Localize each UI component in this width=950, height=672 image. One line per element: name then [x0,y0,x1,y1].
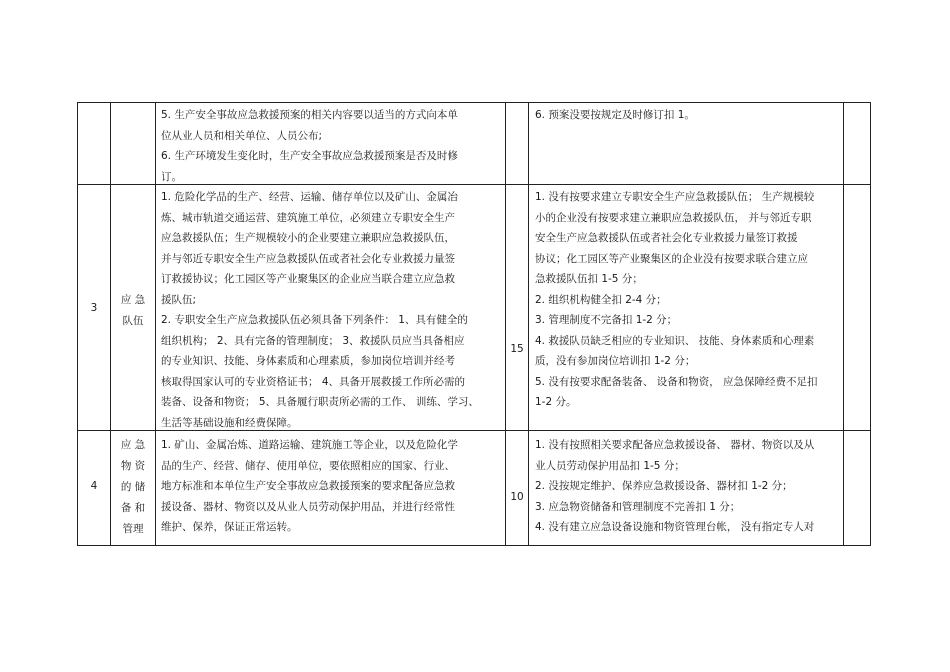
deduction-line: 3. 管理制度不完备扣 1-2 分； [535,314,678,326]
deduction-line: 质，没有参加岗位培训扣 1-2 分； [535,355,696,367]
requirement-line: 地方标准和本单位生产安全事故应急救援预案的要求配备应急救 [161,480,455,492]
requirements-cell [161,435,458,538]
requirement-line: 援队伍; [161,293,197,306]
col-divider [843,102,844,546]
table-border-bottom [77,545,871,546]
category-line: 应 急 [120,439,146,451]
requirement-line: 5. 生产安全事故应急救援预案的相关内容要以适当的方式向本单 [161,109,458,121]
category-line: 管理 [122,523,144,535]
col-divider [505,102,506,546]
deduction-line: 4. 救援队员缺乏相应的专业知识、 技能、身体素质和心理素 [535,334,815,347]
category-line: 物 资 [120,460,146,472]
deduction-line: 1. 没有按要求建立专职安全生产应急救援队伍； 生产规模较 [535,191,815,203]
score-cell: 15 [510,343,524,355]
requirement-line: 援设备、器材、物资以及从业人员劳动保护用品，并进行经常性 [161,500,455,513]
deduction-line: 4. 没有建立应急设备设施和物资管理台帐， 没有指定专人对 [535,521,815,533]
requirement-line: 2. 专职安全生产应急救援队伍必须具备下列条件： 1、具有健全的 [161,314,468,326]
requirement-line: 品的生产、经营、储存、使用单位，要依照相应的国家、行业、 [161,459,455,472]
deduction-line: 业人员劳动保护用品扣 1-5 分； [535,459,685,472]
requirement-line: 核取得国家认可的专业资格证书； 4、具备开展救援工作所必需的 [161,375,466,388]
category-cell [111,435,155,540]
deductions-cell [535,187,818,413]
deduction-line: 协议；化工园区等产业聚集区的企业没有按要求联合建立应 [535,252,808,265]
category-line: 队伍 [122,315,144,327]
requirement-line: 维护、保养，保证正常运转。 [161,521,298,533]
requirement-line: 位从业人员和相关单位、人员公布; [161,129,323,142]
requirement-line: 订。 [161,170,182,183]
deduction-line: 2. 组织机构健全扣 2-4 分； [535,293,667,306]
deduction-line: 安全生产应急救援队伍或者社会化专业救援力量签订救援 [535,232,798,244]
deduction-line: 小的企业没有按要求建立兼职应急救援队伍， 并与邻近专职 [535,211,812,224]
deductions-cell [535,435,814,538]
category-line: 的 储 [120,481,146,493]
category-line: 应 急 [120,294,146,306]
deduction-line: 急救援队伍扣 1-5 分； [535,273,643,285]
col-divider [155,102,156,546]
requirement-line: 应急救援队伍；生产规模较小的企业要建立兼职应急救援队伍， [161,232,455,244]
category-cell [111,290,155,332]
requirement-line: 订救援协议；化工园区等产业聚集区的企业应当联合建立应急救 [161,273,455,285]
requirement-line: 并与邻近专职安全生产应急救援队伍或者社会化专业救援力量签 [161,252,455,265]
deduction-line: 5. 没有按要求配备装备、 设备和物资， 应急保障经费不足扣 [535,375,818,388]
table-border-top [77,102,871,103]
item-number: 3 [90,302,98,314]
deduction-line: 1. 没有按照相关要求配备应急救援设备、 器材、物资以及从 [535,439,815,451]
requirement-line: 1. 危险化学品的生产、经营、运输、储存单位以及矿山、金属冶 [161,191,458,203]
requirement-line: 组织机构； 2、具有完备的管理制度； 3、救援队员应当具备相应 [161,334,465,347]
requirements-cell [161,105,458,187]
deduction-line: 6. 预案没要按规定及时修订扣 1。 [535,109,695,121]
requirement-line: 的专业知识、技能、身体素质和心理素质，参加岗位培训并经考 [161,355,455,367]
requirement-line: 生活等基础设施和经费保障。 [161,416,298,429]
item-number: 4 [90,480,98,492]
deductions-cell [535,105,695,126]
deduction-line: 2. 没按规定维护、保养应急救援设备、器材扣 1-2 分； [535,480,793,492]
deduction-line: 3. 应急物资储备和管理制度不完善扣 1 分； [535,500,741,513]
requirement-line: 装备、设备和物资； 5、具备履行职责所必需的工作、 训练、学习、 [161,396,479,408]
deduction-line: 1-2 分。 [535,396,577,408]
requirement-line: 1. 矿山、金属冶炼、道路运输、建筑施工等企业，以及危险化学 [161,439,458,451]
score-cell: 10 [510,491,524,503]
requirement-line: 6. 生产环境发生变化时，生产安全事故应急救援预案是否及时修 [161,150,458,162]
col-divider [528,102,529,546]
requirement-line: 炼、城市轨道交通运营、建筑施工单位，必须建立专职安全生产 [161,211,455,224]
requirements-cell [161,187,479,433]
col-divider [870,102,871,546]
category-line: 备 和 [120,502,146,514]
